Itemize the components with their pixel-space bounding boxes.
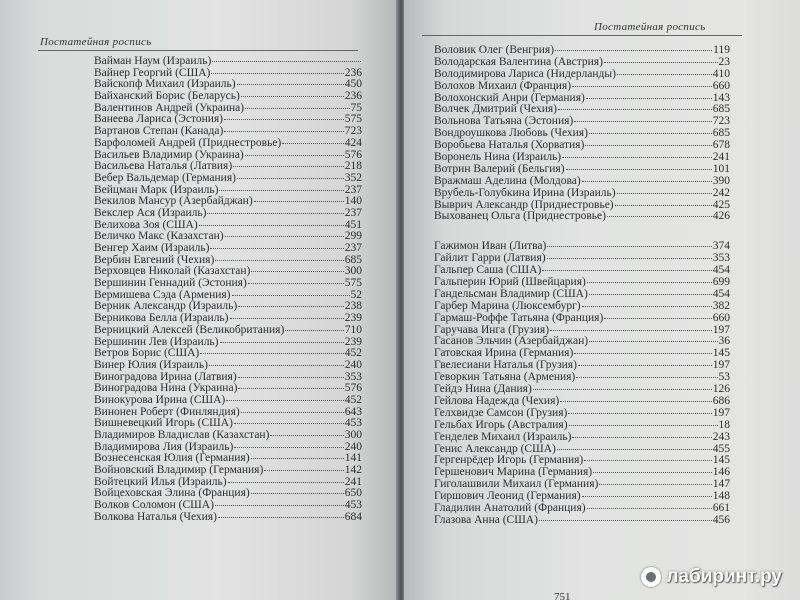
entry-page-number: 426 [712, 210, 730, 223]
entry-name: Велихова Зоя (США) [94, 218, 198, 231]
entry-page-number: 243 [712, 430, 730, 443]
entry-page-number: 353 [344, 370, 362, 383]
dot-leader [226, 400, 344, 401]
entry-name: Войцеховская Элина (Франция) [94, 487, 250, 500]
dot-leader [212, 61, 361, 62]
entry-name: Вебер Вальдемар (Германия) [94, 171, 236, 184]
watermark [641, 566, 782, 588]
entry-name: Гармаш-Роффе Татьяна (Франция) [434, 311, 604, 324]
entry-page-number: 710 [344, 323, 362, 336]
dot-leader [218, 517, 344, 518]
entry-page-number: 141 [344, 452, 362, 465]
entry-page-number: 240 [344, 358, 362, 371]
watermark-text: лабиринт.ру [666, 566, 782, 587]
entry-name: Вольнова Татьяна (Эстония) [434, 115, 574, 128]
entry-name: Генис Александр (США) [434, 442, 556, 455]
entry-name: Гиголашвили Михаил (Германия) [434, 478, 599, 491]
entry-page-number: 197 [712, 323, 730, 336]
index-entry [94, 512, 362, 524]
dot-leader [584, 460, 711, 461]
entry-page-number: 126 [712, 383, 730, 396]
index-entry [434, 188, 730, 200]
entry-name: Гаручава Инга (Грузия) [434, 323, 550, 336]
entry-name: Выхованец Ольга (Приднестровье) [434, 210, 606, 223]
entry-page-number: 53 [718, 371, 730, 384]
index-entry [434, 420, 730, 432]
dot-leader [557, 449, 712, 450]
entry-name: Вермишева Сэда (Армения) [94, 288, 231, 301]
dot-leader [582, 181, 712, 182]
header-rule-right [422, 35, 742, 36]
entry-name: Вотрин Валерий (Бельгия) [434, 162, 565, 175]
dot-leader [576, 377, 717, 378]
entry-page-number: 197 [712, 359, 730, 372]
entry-page-number: 424 [344, 136, 362, 149]
index-group-v [434, 45, 730, 223]
entry-page-number: 390 [712, 174, 730, 187]
dot-leader [589, 133, 712, 134]
entry-name: Волков Соломон (США) [94, 499, 214, 512]
entry-name: Вайханский Борис (Беларусь) [94, 90, 240, 103]
entry-page-number: 300 [344, 429, 362, 441]
dot-leader [207, 213, 343, 214]
entry-page-number: 236 [344, 90, 362, 103]
dot-leader [574, 353, 711, 354]
entry-name: Ванеева Лариса (Эстония) [94, 113, 224, 126]
dot-leader [251, 493, 344, 494]
entry-name: Гандельсман Владимир (США) [434, 287, 588, 300]
left-page [0, 0, 398, 600]
entry-page-number: 119 [713, 44, 730, 56]
index-entry [434, 81, 730, 93]
dot-leader [547, 258, 712, 259]
dot-leader [264, 470, 343, 471]
entry-name: Величко Макс (Казахстан) [94, 230, 224, 243]
entry-name: Винокурова Ирина (США) [94, 393, 226, 406]
entry-page-number: 576 [344, 382, 362, 395]
entry-name: Вайман Наум (Израиль) [94, 55, 212, 67]
index-entry [94, 56, 362, 68]
entry-page-number: 300 [344, 265, 362, 278]
entry-name: Гарбер Марина (Люксембург) [434, 299, 581, 312]
dot-leader [582, 306, 712, 307]
entry-page-number: 686 [712, 394, 730, 407]
entry-page-number: 18 [718, 418, 730, 431]
dot-leader [220, 342, 344, 343]
entry-page-number: 575 [344, 277, 362, 290]
entry-name: Войновский Владимир (Германия) [94, 464, 264, 477]
entry-name: Венгер Хаим (Израиль) [94, 242, 210, 254]
dot-leader [199, 225, 344, 226]
entry-name: Гейдэ Нина (Дания) [434, 383, 532, 396]
dot-leader [550, 330, 712, 331]
dot-leader [241, 412, 344, 413]
entry-page-number: 643 [344, 405, 362, 418]
dot-leader [617, 74, 712, 75]
entry-page-number: 452 [344, 393, 362, 406]
dot-leader [254, 201, 344, 202]
entry-name: Владимирова Лия (Израиль) [94, 440, 234, 453]
entry-page-number: 146 [712, 466, 730, 479]
dot-leader [562, 157, 712, 158]
entry-page-number: 660 [712, 79, 730, 92]
index-entry [94, 465, 362, 477]
entry-page-number: 75 [350, 101, 362, 114]
dot-leader [225, 236, 344, 237]
entry-page-number: 148 [712, 490, 730, 503]
dot-leader [560, 401, 712, 402]
index-entry [94, 243, 362, 255]
dot-leader [251, 458, 344, 459]
index-entry [434, 408, 730, 420]
entry-name: Володимирова Лариса (Нидерланды) [434, 67, 616, 80]
labirint-logo-icon [641, 567, 661, 587]
entry-page-number: 685 [344, 253, 362, 266]
right-page [404, 0, 800, 600]
dot-leader [572, 437, 711, 438]
entry-name: Гайлит Гарри (Латвия) [434, 252, 546, 265]
dot-leader [587, 282, 712, 283]
entry-page-number: 240 [344, 440, 362, 453]
index-entry [94, 360, 362, 372]
entry-name: Волохов Михаил (Франция) [434, 79, 572, 92]
index-entry [94, 395, 362, 407]
running-head-right: Постатейная роспись [594, 21, 706, 33]
dot-leader [215, 260, 343, 261]
entry-page-number: 237 [344, 183, 362, 196]
dot-leader [593, 472, 712, 473]
entry-name: Гальперин Юрий (Швейцария) [434, 276, 586, 289]
dot-leader [615, 205, 712, 206]
index-entry [434, 313, 730, 325]
entry-page-number: 685 [712, 127, 730, 140]
dot-leader [238, 377, 344, 378]
index-entry [434, 515, 730, 527]
dot-leader [558, 109, 712, 110]
entry-page-number: 238 [344, 300, 362, 313]
dot-leader [282, 143, 343, 144]
entry-name: Гатовская Ирина (Германия) [434, 347, 574, 360]
entry-page-number: 237 [344, 206, 362, 219]
entry-name: Гиршович Леонид (Германия) [434, 490, 581, 503]
entry-page-number: 237 [344, 242, 362, 254]
dot-leader [285, 330, 343, 331]
entry-page-number: 454 [712, 264, 730, 277]
entry-page-number: 218 [344, 160, 362, 173]
entry-name: Гелхвидзе Самсон (Грузия) [434, 406, 568, 419]
entry-page-number: 451 [344, 218, 362, 231]
entry-page-number: 52 [350, 288, 362, 301]
dot-leader [587, 508, 712, 509]
entry-name: Вондроушкова Любовь (Чехия) [434, 127, 588, 140]
dot-leader [232, 295, 350, 296]
dot-leader [238, 306, 344, 307]
index-column-left [94, 56, 362, 524]
entry-name: Ветров Борис (США) [94, 347, 200, 360]
entry-name: Геворкин Татьяна (Армения) [434, 371, 576, 384]
entry-page-number: 242 [712, 186, 730, 199]
entry-name: Генделев Михаил (Израиль) [434, 430, 572, 443]
dot-leader [539, 520, 712, 521]
dot-leader [237, 178, 344, 179]
entry-page-number: 456 [712, 513, 730, 526]
entry-page-number: 143 [712, 91, 730, 104]
index-group-g [434, 241, 730, 526]
entry-name: Гальпер Саша (США) [434, 264, 542, 277]
index-entry [434, 301, 730, 313]
entry-page-number: 454 [712, 287, 730, 300]
index-entry [434, 432, 730, 444]
entry-page-number: 660 [712, 311, 730, 324]
entry-name: Верховцев Николай (Казахстан) [94, 265, 251, 278]
entry-name: Гергенрёдер Игорь (Германия) [434, 454, 584, 467]
entry-page-number: 699 [712, 276, 730, 289]
entry-page-number: 374 [712, 240, 730, 253]
dot-leader [547, 246, 711, 247]
index-entry [94, 91, 362, 103]
dot-leader [230, 318, 344, 319]
index-entry [434, 164, 730, 176]
running-head-left: Постатейная роспись [40, 36, 152, 48]
dot-leader [578, 365, 712, 366]
entry-name: Верницкий Алексей (Великобритания) [94, 323, 285, 336]
entry-name: Верник Александр (Израиль) [94, 300, 238, 313]
entry-name: Гладилин Анатолий (Франция) [434, 501, 586, 514]
entry-page-number: 197 [712, 406, 730, 419]
dot-leader [617, 193, 712, 194]
index-entry [94, 173, 362, 185]
dot-leader [237, 84, 344, 85]
entry-name: Вербин Евгений (Чехия) [94, 253, 215, 266]
index-column-right [434, 45, 730, 527]
entry-name: Выврич Александр (Приднестровье) [434, 198, 614, 211]
entry-name: Вершинин Лев (Израиль) [94, 335, 219, 348]
dot-leader [586, 98, 712, 99]
entry-name: Волчек Дмитрий (Чехия) [434, 103, 558, 116]
dot-leader [607, 216, 712, 217]
index-entry [94, 208, 362, 220]
entry-page-number: 453 [344, 417, 362, 430]
entry-page-number: 575 [344, 113, 362, 126]
entry-page-number: 452 [344, 347, 362, 360]
entry-page-number: 147 [712, 478, 730, 491]
entry-page-number: 352 [344, 171, 362, 184]
dot-leader [555, 50, 712, 51]
entry-page-number: 299 [344, 230, 362, 243]
header-rule-left [38, 50, 358, 51]
dot-leader [251, 271, 343, 272]
index-entry [434, 69, 730, 81]
entry-page-number: 382 [712, 299, 730, 312]
entry-page-number: 450 [344, 78, 362, 91]
entry-name: Виноградова Ирина (Латвия) [94, 370, 237, 383]
dot-leader [589, 294, 712, 295]
index-entry [434, 57, 730, 69]
dot-leader [582, 496, 712, 497]
entry-name: Верникова Белла (Израиль) [94, 312, 229, 325]
dot-leader [228, 482, 344, 483]
entry-name: Гасанов Эльчин (Азербайджан) [434, 335, 589, 348]
index-entry [434, 176, 730, 188]
dot-leader [245, 108, 349, 109]
dot-leader [210, 248, 343, 249]
dot-leader [542, 270, 711, 271]
dot-leader [200, 353, 344, 354]
entry-name: Вражмаш Аделина (Молдова) [434, 174, 581, 187]
dot-leader [566, 169, 712, 170]
entry-page-number: 23 [718, 55, 730, 68]
entry-name: Векслер Ася (Израиль) [94, 206, 207, 219]
entry-name: Волкова Наталья (Чехия) [94, 510, 217, 523]
entry-page-number: 661 [712, 501, 730, 514]
dot-leader [215, 505, 344, 506]
entry-name: Воловик Олег (Венгрия) [434, 44, 555, 56]
entry-name: Винер Юлия (Израиль) [94, 358, 208, 371]
entry-name: Васильева Наталья (Латвия) [94, 160, 233, 173]
dot-leader [233, 166, 344, 167]
dot-leader [568, 413, 711, 414]
entry-name: Валентинов Андрей (Украина) [94, 101, 245, 114]
entry-page-number: 239 [344, 312, 362, 325]
index-entry [94, 430, 362, 442]
index-entry [94, 278, 362, 290]
entry-name: Володарская Валентина (Австрия) [434, 55, 603, 68]
entry-page-number: 410 [712, 67, 730, 80]
entry-page-number: 650 [344, 487, 362, 500]
dot-leader [245, 155, 344, 156]
entry-name: Гельбах Игорь (Австралия) [434, 418, 568, 431]
dot-leader [238, 388, 343, 389]
entry-page-number: 453 [344, 499, 362, 512]
entry-name: Варфоломей Андрей (Приднестровье) [94, 136, 282, 149]
dot-leader [599, 484, 711, 485]
entry-name: Гажимон Иван (Литва) [434, 240, 547, 253]
entry-page-number: 145 [712, 454, 730, 467]
entry-page-number: 576 [344, 148, 362, 161]
entry-page-number: 36 [718, 335, 730, 348]
dot-leader [234, 423, 344, 424]
entry-page-number: 241 [344, 475, 362, 488]
dot-leader [533, 389, 712, 390]
entry-name: Виноградова Нина (Украина) [94, 382, 238, 395]
dot-leader [589, 341, 717, 342]
entry-name: Гершенович Марина (Германия) [434, 466, 593, 479]
entry-page-number: 236 [344, 66, 362, 79]
dot-leader [224, 131, 343, 132]
entry-name: Вайнер Георгий (США) [94, 66, 211, 79]
entry-page-number: 723 [344, 125, 362, 138]
dot-leader [224, 119, 344, 120]
index-entry [94, 325, 362, 337]
entry-name: Васильев Владимир (Украина) [94, 148, 244, 161]
index-entry [434, 211, 730, 223]
dot-leader [209, 365, 344, 366]
entry-name: Воробьева Наталья (Хорватия) [434, 139, 585, 152]
dot-leader [604, 318, 711, 319]
index-entry [94, 138, 362, 150]
entry-page-number: 353 [712, 252, 730, 265]
entry-name: Вознесенская Юлия (Германия) [94, 452, 250, 465]
entry-page-number: 101 [712, 162, 730, 175]
entry-page-number: 455 [712, 442, 730, 455]
dot-leader [572, 86, 712, 87]
section-gap [434, 223, 730, 241]
dot-leader [248, 283, 344, 284]
entry-name: Войтецкий Илья (Израиль) [94, 475, 227, 488]
dot-leader [270, 435, 343, 436]
dot-leader [569, 425, 718, 426]
entry-name: Гвелесиани Наталья (Грузия) [434, 359, 577, 372]
entry-name: Гейлова Надежда (Чехия) [434, 394, 560, 407]
entry-page-number: 684 [344, 510, 362, 523]
entry-name: Волохонский Анри (Германия) [434, 91, 585, 104]
dot-leader [574, 121, 712, 122]
entry-name: Владимиров Владислав (Казахстан) [94, 429, 270, 441]
entry-page-number: 678 [712, 139, 730, 152]
entry-page-number: 239 [344, 335, 362, 348]
entry-page-number: 142 [344, 464, 362, 477]
entry-page-number: 685 [712, 103, 730, 116]
entry-name: Вайскопф Михаил (Израиль) [94, 78, 236, 91]
dot-leader [234, 447, 343, 448]
entry-name: Векилов Мансур (Азербайджан) [94, 195, 253, 208]
entry-name: Глазова Анна (США) [434, 513, 538, 526]
entry-page-number: 425 [712, 198, 730, 211]
dot-leader [219, 190, 343, 191]
dot-leader [585, 145, 711, 146]
page-number: 751 [554, 591, 571, 600]
dot-leader [211, 73, 343, 74]
entry-page-number: 145 [712, 347, 730, 360]
entry-page-number: 140 [344, 195, 362, 208]
entry-name: Воронель Нина (Израиль) [434, 151, 562, 164]
entry-name: Вартанов Степан (Канада) [94, 125, 224, 138]
entry-name: Вишневецкий Игорь (США) [94, 417, 233, 430]
entry-name: Вершинин Геннадий (Эстония) [94, 277, 247, 290]
entry-page-number: 723 [712, 115, 730, 128]
entry-name: Винонен Роберт (Финляндия) [94, 405, 240, 418]
entry-name: Вейцман Марк (Израиль) [94, 183, 219, 196]
entry-name: Врубель-Голубкина Ирина (Израиль) [434, 186, 616, 199]
dot-leader [604, 62, 718, 63]
entry-page-number: 241 [712, 151, 730, 164]
dot-leader [241, 96, 344, 97]
